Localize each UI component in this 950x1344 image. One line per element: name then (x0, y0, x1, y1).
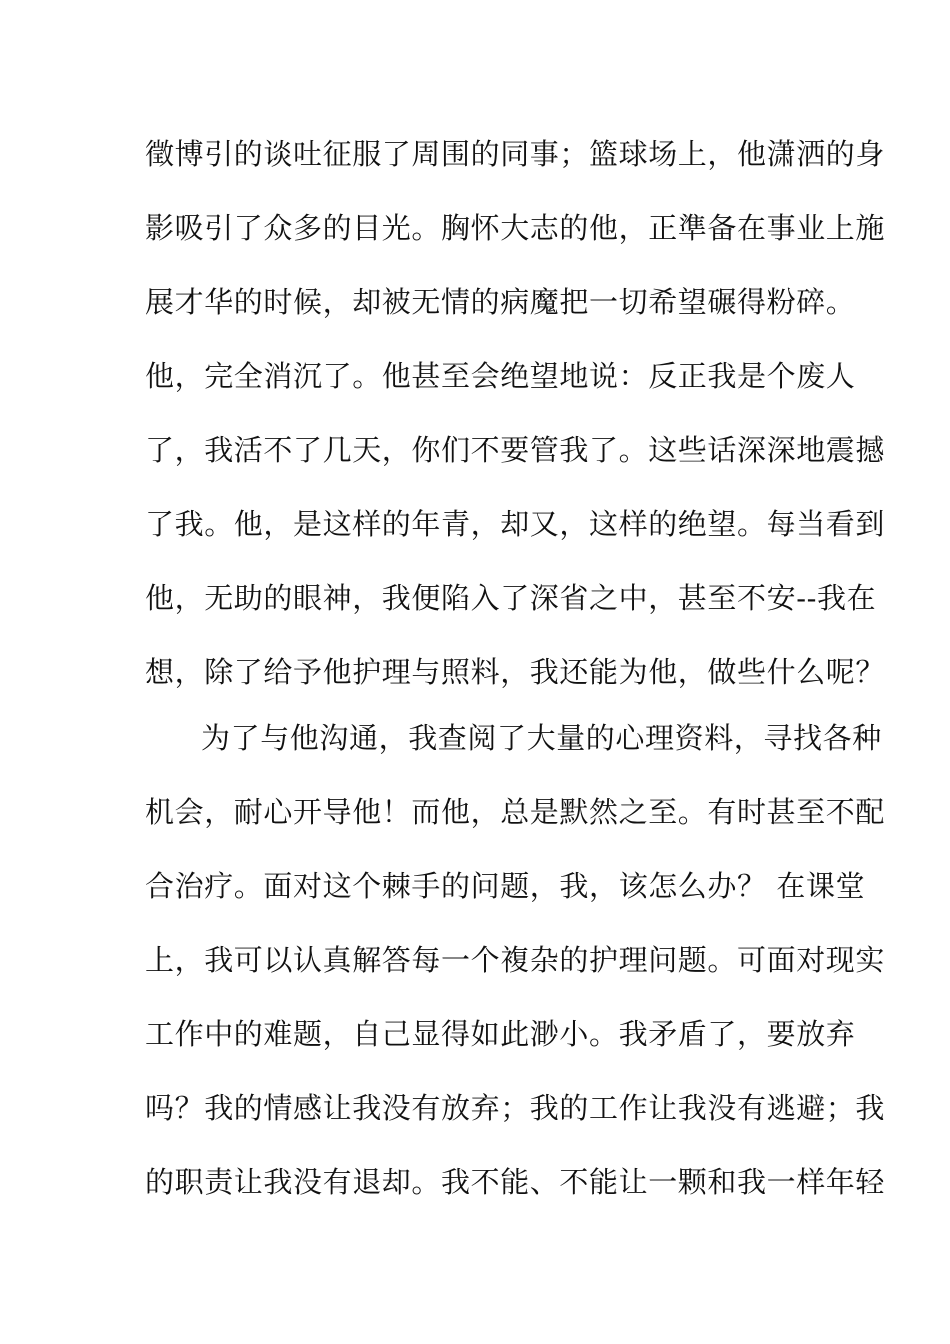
text-line: 展才华的时候，却被无情的病魔把一切希望碾得粉碎。 (145, 285, 856, 319)
text-line: 徵博引的谈吐征服了周围的同事；篮球场上，他潇洒的身 (145, 137, 886, 171)
text-line: 影吸引了众多的目光。胸怀大志的他，正準备在事业上施 (145, 211, 886, 245)
paragraph-first-line: 为了与他沟通，我查阅了大量的心理资料，寻找各种 (201, 721, 882, 755)
text-line: 上，我可以认真解答每一个複杂的护理问题。可面对现实 (145, 943, 886, 977)
text-line: 他，无助的眼神，我便陷入了深省之中，甚至不安--我在 (145, 581, 877, 615)
text-line: 他，完全消沉了。他甚至会绝望地说：反正我是个废人 (145, 359, 856, 393)
text-line: 合治疗。面对这个棘手的问题，我，该怎么办？ 在课堂 (145, 869, 866, 903)
text-line: 想，除了给予他护理与照料，我还能为他，做些什么呢？ (145, 655, 886, 689)
text-line: 了我。他，是这样的年青，却又，这样的绝望。每当看到 (145, 507, 886, 541)
text-line: 的职责让我没有退却。我不能、不能让一颗和我一样年轻 (145, 1165, 886, 1199)
text-line: 吗？我的情感让我没有放弃；我的工作让我没有逃避；我 (145, 1091, 886, 1125)
text-line: 了，我活不了几天，你们不要管我了。这些话深深地震撼 (145, 433, 886, 467)
text-line: 工作中的难题，自己显得如此渺小。我矛盾了，要放弃 (145, 1017, 856, 1051)
text-line: 机会，耐心开导他！而他，总是默然之至。有时甚至不配 (145, 795, 886, 829)
